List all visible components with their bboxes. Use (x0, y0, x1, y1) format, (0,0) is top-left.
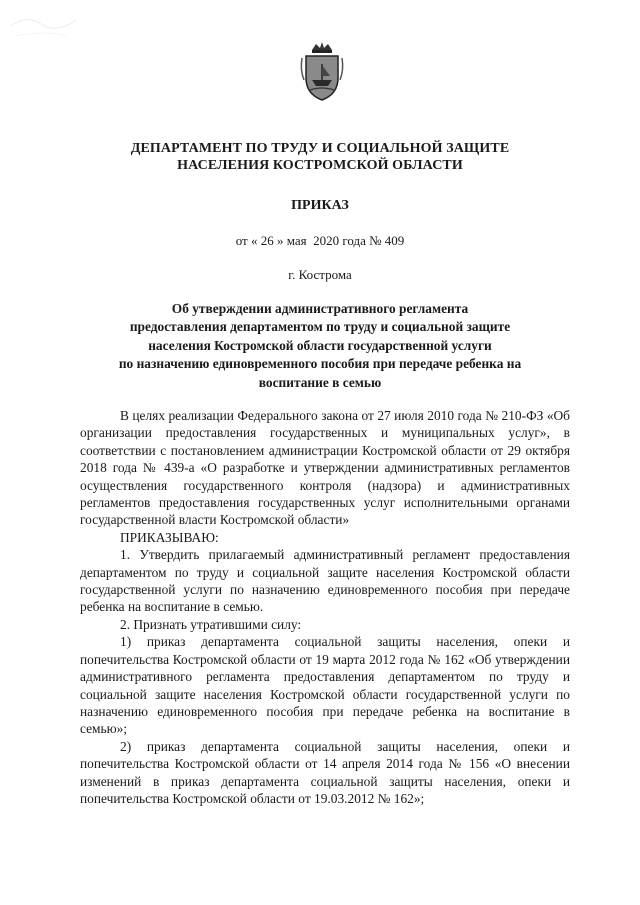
order-word: ПРИКАЗЫВАЮ: (120, 529, 219, 545)
coat-of-arms-emblem-icon (298, 40, 346, 104)
item-2-paragraph: 2. Признать утратившими силу: (120, 616, 302, 632)
subject-line-3: населения Костромской области государственной услуги (148, 337, 492, 353)
department-line-2: НАСЕЛЕНИЯ КОСТРОМСКОЙ ОБЛАСТИ (177, 158, 463, 173)
department-line-1: ДЕПАРТАМЕНТ ПО ТРУДУ И СОЦИАЛЬНОЙ ЗАЩИТЕ (130, 141, 510, 156)
scan-noise-mark (6, 6, 126, 46)
item-2-2-paragraph: 2) приказ департамента социальной защиты населения, опеки и попечительства Костромской области от 14 апреля 2014 года № 156 «О внесении изменений в приказ департамента социальной защиты населения, опеки и попечительства Костромской области от 19.03.2012 № 162»; (80, 738, 570, 806)
subject-line-1: Об утверждении административного регламента (171, 301, 469, 316)
document-city: г. Кострома (288, 267, 352, 282)
item-1-paragraph: 1. Утвердить прилагаемый административный регламент предоставления департаментом по труду и социальной защите населения Костромской области государственной услуги по назначению единовременного пособия при передаче ребенка на воспитание в семью. (80, 547, 570, 615)
subject-line-5: воспитание в семью (258, 374, 382, 390)
subject-line-4: по назначению единовременного пособия при передаче ребенка на (118, 356, 522, 372)
subject-line-2: предоставления департаментом по труду и социальной защите (129, 319, 511, 335)
document-subject (80, 300, 560, 392)
document-type: ПРИКАЗ (291, 198, 349, 213)
document-body (80, 407, 570, 807)
preamble-paragraph: В целях реализации Федерального закона от 27 июля 2010 года № 210-ФЗ «Об организации предоставления государственных и муниципальных услуг», в соответствии с постановлением администрации Костромской области от 29 октября 2018 года № 439-а «О разработке и утверждении административных регламентов осуществления государственного контроля (надзора) и административных регламентов предоставления государственных услуг исполнительными органами государственной власти Костромской области» (80, 408, 570, 528)
document-date-number: от « 26 » мая 2020 года № 409 (235, 233, 405, 248)
item-2-1-paragraph: 1) приказ департамента социальной защиты населения, опеки и попечительства Костромской области от 19 марта 2012 года № 162 «Об утверждении административного регламента предоставления департаментом по труду и социальной защите населения Костромской области государственной услуги по назначению единовременного пособия при передаче ребенка на воспитание в семью»; (80, 634, 570, 737)
department-title (0, 140, 640, 174)
